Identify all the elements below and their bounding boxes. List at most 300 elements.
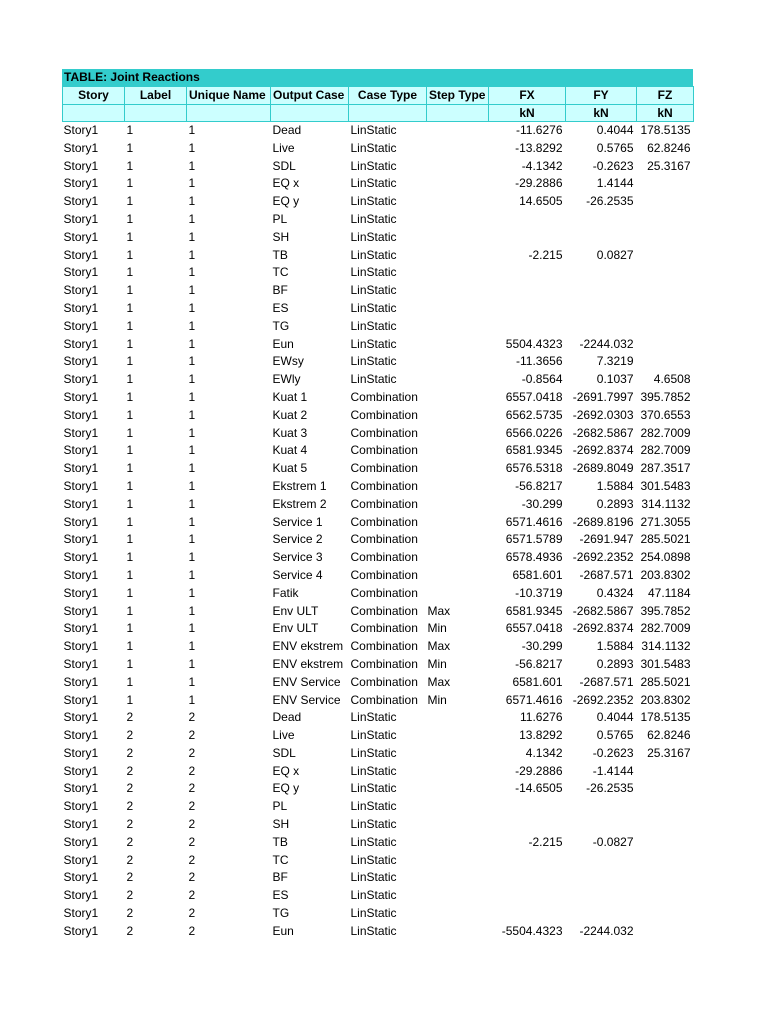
cell-output-case[interactable]: Env ULT (272, 621, 319, 636)
cell-output-case[interactable]: Kuat 3 (272, 425, 308, 440)
cell-fy[interactable]: 0.2893 (596, 496, 634, 511)
cell-step-type[interactable] (427, 727, 489, 745)
table-row[interactable] (63, 425, 694, 443)
cell-story[interactable]: Story1 (63, 318, 99, 333)
cell-fy[interactable] (566, 229, 637, 247)
cell-output-case[interactable]: Kuat 4 (272, 443, 308, 458)
cell-unique-name[interactable]: 1 (188, 621, 196, 636)
cell-fx[interactable]: 14.6505 (519, 194, 563, 209)
cell-step-type[interactable] (427, 816, 489, 834)
table-row[interactable] (63, 549, 694, 567)
cell-fx[interactable] (489, 264, 566, 282)
table-row[interactable] (63, 638, 694, 656)
cell-fx[interactable]: 5504.4323 (505, 336, 563, 351)
cell-fy[interactable]: -2692.0303 (572, 407, 634, 422)
cell-output-case[interactable]: EWsy (272, 354, 304, 369)
cell-story[interactable]: Story1 (63, 389, 99, 404)
cell-fz[interactable]: 395.7852 (640, 389, 691, 404)
cell-story[interactable]: Story1 (63, 745, 99, 760)
cell-case-type[interactable]: LinStatic (350, 781, 397, 796)
cell-label[interactable]: 2 (126, 710, 134, 725)
cell-unique-name[interactable]: 1 (188, 692, 196, 707)
cell-fy[interactable] (566, 869, 637, 887)
cell-step-type[interactable] (427, 425, 489, 443)
cell-label[interactable]: 1 (126, 461, 134, 476)
cell-fx[interactable]: -56.8217 (515, 478, 563, 493)
cell-fz[interactable]: 25.3167 (647, 745, 691, 760)
table-row[interactable] (63, 442, 694, 460)
cell-story[interactable]: Story1 (63, 407, 99, 422)
cell-unique-name[interactable]: 1 (188, 229, 196, 244)
cell-fx[interactable] (489, 798, 566, 816)
cell-story[interactable]: Story1 (63, 799, 99, 814)
cell-output-case[interactable]: EQ y (272, 194, 300, 209)
cell-case-type[interactable]: Combination (350, 443, 418, 458)
cell-fx[interactable] (489, 282, 566, 300)
cell-fx[interactable]: 6581.601 (512, 567, 563, 582)
cell-fz[interactable] (637, 264, 694, 282)
cell-case-type[interactable]: LinStatic (350, 745, 397, 760)
cell-output-case[interactable]: EQ x (272, 176, 300, 191)
cell-fz[interactable] (637, 887, 694, 905)
cell-fy[interactable]: 0.0827 (596, 247, 634, 262)
cell-fx[interactable]: -29.2886 (515, 763, 563, 778)
cell-label[interactable]: 1 (126, 372, 134, 387)
table-row[interactable] (63, 122, 694, 140)
cell-fz[interactable] (637, 798, 694, 816)
cell-fx[interactable]: 6571.4616 (505, 692, 563, 707)
table-row[interactable] (63, 905, 694, 923)
cell-step-type[interactable] (427, 389, 489, 407)
cell-output-case[interactable]: Live (272, 140, 295, 155)
cell-story[interactable]: Story1 (63, 461, 99, 476)
cell-fy[interactable]: -26.2535 (586, 781, 634, 796)
cell-unique-name[interactable]: 1 (188, 585, 196, 600)
cell-label[interactable]: 1 (126, 123, 134, 137)
cell-output-case[interactable]: ENV ekstrem (272, 639, 344, 654)
cell-step-type[interactable] (427, 229, 489, 247)
cell-story[interactable]: Story1 (63, 496, 99, 511)
cell-fz[interactable]: 282.7009 (640, 443, 691, 458)
cell-case-type[interactable]: LinStatic (350, 763, 397, 778)
cell-case-type[interactable]: LinStatic (350, 123, 397, 137)
cell-fx[interactable]: 11.6276 (520, 710, 563, 725)
cell-output-case[interactable]: ENV Service (272, 692, 341, 707)
cell-case-type[interactable]: Combination (350, 639, 418, 654)
cell-output-case[interactable]: Service 4 (272, 567, 323, 582)
cell-fx[interactable]: 6557.0418 (505, 621, 563, 636)
table-row[interactable] (63, 656, 694, 674)
table-row[interactable] (63, 496, 694, 514)
cell-step-type[interactable]: Max (427, 674, 451, 689)
cell-case-type[interactable]: LinStatic (350, 336, 397, 351)
cell-fx[interactable]: 6581.601 (512, 674, 563, 689)
table-row[interactable] (63, 585, 694, 603)
cell-unique-name[interactable]: 1 (188, 336, 196, 351)
cell-fy[interactable]: -0.2623 (592, 745, 634, 760)
table-row[interactable] (63, 193, 694, 211)
cell-fx[interactable]: 6576.5318 (505, 461, 563, 476)
table-row[interactable] (63, 531, 694, 549)
cell-story[interactable]: Story1 (63, 550, 99, 565)
cell-story[interactable]: Story1 (63, 692, 99, 707)
table-row[interactable] (63, 371, 694, 389)
cell-label[interactable]: 2 (126, 763, 134, 778)
cell-fy[interactable] (566, 300, 637, 318)
cell-unique-name[interactable]: 1 (188, 158, 196, 173)
cell-fy[interactable] (566, 798, 637, 816)
cell-story[interactable]: Story1 (63, 176, 99, 191)
table-row[interactable] (63, 460, 694, 478)
cell-step-type[interactable] (427, 282, 489, 300)
table-row[interactable] (63, 620, 694, 638)
cell-fx[interactable] (489, 852, 566, 870)
cell-fz[interactable]: 203.8302 (640, 692, 691, 707)
cell-fz[interactable] (637, 282, 694, 300)
cell-step-type[interactable] (427, 585, 489, 603)
cell-step-type[interactable] (427, 300, 489, 318)
cell-fz[interactable]: 285.5021 (640, 674, 691, 689)
cell-step-type[interactable]: Min (427, 621, 447, 636)
cell-step-type[interactable] (427, 158, 489, 176)
cell-fz[interactable] (637, 211, 694, 229)
cell-story[interactable]: Story1 (63, 656, 99, 671)
cell-case-type[interactable]: LinStatic (350, 229, 397, 244)
cell-fz[interactable]: 4.6508 (653, 372, 691, 387)
cell-fz[interactable]: 47.1184 (648, 585, 691, 600)
cell-unique-name[interactable]: 1 (188, 389, 196, 404)
cell-step-type[interactable] (427, 869, 489, 887)
cell-case-type[interactable]: LinStatic (350, 140, 397, 155)
cell-fy[interactable]: 0.4324 (596, 585, 634, 600)
cell-output-case[interactable]: ENV ekstrem (272, 656, 344, 671)
cell-label[interactable]: 1 (126, 194, 134, 209)
cell-output-case[interactable]: ENV Service (272, 674, 341, 689)
cell-fy[interactable]: 1.4144 (596, 176, 634, 191)
cell-fz[interactable] (637, 834, 694, 852)
cell-case-type[interactable]: LinStatic (350, 817, 397, 832)
table-row[interactable] (63, 745, 694, 763)
cell-step-type[interactable] (427, 496, 489, 514)
table-row[interactable] (63, 158, 694, 176)
cell-fx[interactable] (489, 318, 566, 336)
cell-unique-name[interactable]: 1 (188, 283, 196, 298)
cell-step-type[interactable] (427, 549, 489, 567)
cell-output-case[interactable]: Service 3 (272, 550, 323, 565)
cell-fz[interactable]: 301.5483 (640, 656, 691, 671)
cell-fz[interactable] (637, 869, 694, 887)
column-header[interactable]: FY (566, 87, 637, 105)
cell-fz[interactable]: 62.8246 (647, 728, 691, 743)
table-row[interactable] (63, 763, 694, 781)
cell-unique-name[interactable]: 1 (188, 407, 196, 422)
cell-unique-name[interactable]: 1 (188, 425, 196, 440)
cell-fx[interactable] (489, 211, 566, 229)
cell-output-case[interactable]: BF (272, 870, 288, 885)
cell-unique-name[interactable]: 1 (188, 639, 196, 654)
cell-step-type[interactable] (427, 264, 489, 282)
table-row[interactable] (63, 229, 694, 247)
cell-fx[interactable]: -0.8564 (521, 372, 563, 387)
cell-fy[interactable]: 0.5765 (596, 728, 634, 743)
cell-case-type[interactable]: Combination (350, 514, 418, 529)
cell-case-type[interactable]: LinStatic (350, 710, 397, 725)
cell-story[interactable]: Story1 (63, 372, 99, 387)
cell-unique-name[interactable]: 1 (188, 478, 196, 493)
cell-label[interactable]: 2 (126, 781, 134, 796)
cell-story[interactable]: Story1 (63, 443, 99, 458)
table-row[interactable] (63, 798, 694, 816)
cell-unique-name[interactable]: 1 (188, 211, 196, 226)
cell-fz[interactable]: 314.1132 (641, 639, 691, 654)
cell-unique-name[interactable]: 1 (188, 496, 196, 511)
cell-fz[interactable]: 178.5135 (640, 123, 691, 137)
cell-case-type[interactable]: LinStatic (350, 211, 397, 226)
table-row[interactable] (63, 336, 694, 354)
cell-fx[interactable]: 6557.0418 (505, 389, 563, 404)
cell-unique-name[interactable]: 1 (188, 443, 196, 458)
cell-unique-name[interactable]: 2 (188, 763, 196, 778)
cell-case-type[interactable]: Combination (350, 692, 418, 707)
cell-fx[interactable]: -56.8217 (515, 656, 563, 671)
cell-label[interactable]: 1 (126, 567, 134, 582)
column-header[interactable]: Case Type (349, 87, 427, 105)
cell-case-type[interactable]: LinStatic (350, 888, 397, 903)
cell-step-type[interactable] (427, 122, 489, 140)
cell-step-type[interactable]: Max (427, 603, 451, 618)
cell-output-case[interactable]: Eun (272, 923, 294, 938)
table-row[interactable] (63, 567, 694, 585)
cell-label[interactable]: 1 (126, 247, 134, 262)
cell-output-case[interactable]: Ekstrem 2 (272, 496, 327, 511)
cell-fy[interactable]: 0.4044 (596, 710, 634, 725)
cell-step-type[interactable] (427, 353, 489, 371)
cell-fz[interactable]: 25.3167 (647, 158, 691, 173)
cell-unique-name[interactable]: 1 (188, 550, 196, 565)
table-row[interactable] (63, 692, 694, 710)
cell-step-type[interactable] (427, 887, 489, 905)
cell-step-type[interactable] (427, 211, 489, 229)
cell-case-type[interactable]: LinStatic (350, 372, 397, 387)
cell-unique-name[interactable]: 1 (188, 140, 196, 155)
cell-story[interactable]: Story1 (63, 532, 99, 547)
cell-fy[interactable]: 7.3219 (596, 354, 634, 369)
cell-story[interactable]: Story1 (63, 781, 99, 796)
cell-fx[interactable] (489, 905, 566, 923)
cell-fz[interactable]: 287.3517 (640, 461, 691, 476)
cell-fz[interactable]: 203.8302 (640, 567, 691, 582)
cell-fy[interactable]: -26.2535 (586, 194, 634, 209)
table-row[interactable] (63, 514, 694, 532)
cell-label[interactable]: 2 (126, 906, 134, 921)
cell-fx[interactable]: -14.6505 (515, 781, 563, 796)
cell-case-type[interactable]: LinStatic (350, 247, 397, 262)
cell-fz[interactable]: 254.0898 (640, 550, 691, 565)
table-row[interactable] (63, 211, 694, 229)
cell-output-case[interactable]: Eun (272, 336, 294, 351)
cell-fy[interactable] (566, 211, 637, 229)
cell-fy[interactable]: -2687.571 (579, 567, 634, 582)
cell-case-type[interactable]: Combination (350, 389, 418, 404)
cell-step-type[interactable]: Min (427, 692, 447, 707)
cell-case-type[interactable]: Combination (350, 461, 418, 476)
cell-output-case[interactable]: Dead (272, 123, 302, 137)
cell-fz[interactable]: 62.8246 (647, 140, 691, 155)
cell-case-type[interactable]: LinStatic (350, 354, 397, 369)
cell-unique-name[interactable]: 2 (188, 728, 196, 743)
cell-story[interactable]: Story1 (63, 888, 99, 903)
cell-fy[interactable]: -2682.5867 (572, 425, 634, 440)
cell-unique-name[interactable]: 2 (188, 852, 196, 867)
cell-fy[interactable] (566, 264, 637, 282)
cell-fz[interactable] (637, 852, 694, 870)
cell-label[interactable]: 2 (126, 799, 134, 814)
cell-case-type[interactable]: LinStatic (350, 318, 397, 333)
table-row[interactable] (63, 264, 694, 282)
cell-output-case[interactable]: PL (272, 211, 288, 226)
cell-story[interactable]: Story1 (63, 158, 99, 173)
cell-story[interactable]: Story1 (63, 514, 99, 529)
cell-unique-name[interactable]: 1 (188, 176, 196, 191)
cell-fx[interactable]: -13.8292 (515, 140, 563, 155)
cell-fx[interactable]: -2.215 (528, 247, 563, 262)
cell-output-case[interactable]: TG (272, 906, 290, 921)
cell-unique-name[interactable]: 1 (188, 318, 196, 333)
cell-unique-name[interactable]: 2 (188, 834, 196, 849)
cell-output-case[interactable]: SH (272, 229, 290, 244)
cell-unique-name[interactable]: 1 (188, 247, 196, 262)
cell-case-type[interactable]: Combination (350, 621, 418, 636)
cell-fz[interactable] (637, 193, 694, 211)
cell-label[interactable]: 2 (126, 817, 134, 832)
cell-output-case[interactable]: TB (272, 247, 288, 262)
cell-output-case[interactable]: TC (272, 265, 289, 280)
table-row[interactable] (63, 353, 694, 371)
cell-output-case[interactable]: Ekstrem 1 (272, 478, 327, 493)
cell-step-type[interactable] (427, 318, 489, 336)
cell-case-type[interactable]: Combination (350, 656, 418, 671)
cell-unique-name[interactable]: 1 (188, 300, 196, 315)
cell-story[interactable]: Story1 (63, 728, 99, 743)
cell-case-type[interactable]: LinStatic (350, 834, 397, 849)
cell-step-type[interactable] (427, 460, 489, 478)
column-header[interactable]: Label (125, 87, 187, 105)
cell-output-case[interactable]: PL (272, 799, 288, 814)
cell-step-type[interactable]: Min (427, 656, 447, 671)
cell-case-type[interactable]: LinStatic (350, 176, 397, 191)
cell-fx[interactable]: 6566.0226 (505, 425, 563, 440)
cell-case-type[interactable]: LinStatic (350, 283, 397, 298)
cell-label[interactable]: 1 (126, 425, 134, 440)
cell-fy[interactable]: -2691.7997 (572, 389, 634, 404)
cell-label[interactable]: 1 (126, 354, 134, 369)
cell-fx[interactable]: -29.2886 (515, 176, 563, 191)
cell-step-type[interactable] (427, 336, 489, 354)
cell-fy[interactable] (566, 852, 637, 870)
cell-fy[interactable]: -2689.8196 (572, 514, 634, 529)
cell-fz[interactable]: 301.5483 (640, 478, 691, 493)
cell-label[interactable]: 1 (126, 692, 134, 707)
cell-story[interactable]: Story1 (63, 354, 99, 369)
cell-story[interactable]: Story1 (63, 567, 99, 582)
cell-case-type[interactable]: LinStatic (350, 300, 397, 315)
cell-fx[interactable] (489, 816, 566, 834)
cell-fz[interactable]: 370.6553 (640, 407, 691, 422)
cell-fx[interactable] (489, 869, 566, 887)
cell-fz[interactable] (637, 247, 694, 265)
cell-fx[interactable]: -30.299 (521, 496, 563, 511)
cell-case-type[interactable]: LinStatic (350, 906, 397, 921)
cell-story[interactable]: Story1 (63, 603, 99, 618)
cell-label[interactable]: 1 (126, 603, 134, 618)
cell-case-type[interactable]: LinStatic (350, 194, 397, 209)
table-row[interactable] (63, 318, 694, 336)
table-row[interactable] (63, 300, 694, 318)
column-header[interactable]: Unique Name (187, 87, 271, 105)
cell-label[interactable]: 2 (126, 888, 134, 903)
cell-step-type[interactable] (427, 763, 489, 781)
table-row[interactable] (63, 407, 694, 425)
cell-step-type[interactable] (427, 514, 489, 532)
cell-output-case[interactable]: Service 2 (272, 532, 323, 547)
table-row[interactable] (63, 674, 694, 692)
cell-story[interactable]: Story1 (63, 425, 99, 440)
table-row[interactable] (63, 869, 694, 887)
cell-fx[interactable]: -2.215 (528, 834, 563, 849)
cell-label[interactable]: 2 (126, 728, 134, 743)
cell-label[interactable]: 2 (126, 834, 134, 849)
cell-label[interactable]: 1 (126, 176, 134, 191)
cell-step-type[interactable] (427, 780, 489, 798)
cell-fz[interactable] (637, 763, 694, 781)
cell-step-type[interactable] (427, 567, 489, 585)
cell-output-case[interactable]: ES (272, 888, 289, 903)
cell-fz[interactable] (637, 336, 694, 354)
cell-unique-name[interactable]: 1 (188, 461, 196, 476)
cell-case-type[interactable]: Combination (350, 550, 418, 565)
cell-story[interactable]: Story1 (63, 478, 99, 493)
cell-fy[interactable]: -2692.8374 (572, 443, 634, 458)
cell-fx[interactable]: -11.6276 (516, 123, 563, 137)
cell-label[interactable]: 1 (126, 211, 134, 226)
cell-case-type[interactable]: LinStatic (350, 799, 397, 814)
cell-label[interactable]: 1 (126, 656, 134, 671)
cell-case-type[interactable]: Combination (350, 585, 418, 600)
cell-story[interactable]: Story1 (63, 247, 99, 262)
cell-unique-name[interactable]: 1 (188, 532, 196, 547)
cell-fx[interactable]: 6581.9345 (505, 603, 563, 618)
cell-fy[interactable]: -2691.947 (579, 532, 634, 547)
cell-fz[interactable] (637, 816, 694, 834)
cell-unique-name[interactable]: 2 (188, 781, 196, 796)
table-row[interactable] (63, 780, 694, 798)
column-header[interactable]: Output Case (271, 87, 349, 105)
table-row[interactable] (63, 389, 694, 407)
cell-story[interactable]: Story1 (63, 300, 99, 315)
cell-case-type[interactable]: LinStatic (350, 923, 397, 938)
table-row[interactable] (63, 816, 694, 834)
cell-fx[interactable] (489, 300, 566, 318)
cell-output-case[interactable]: EWly (272, 372, 301, 387)
cell-output-case[interactable]: TG (272, 318, 290, 333)
cell-fy[interactable]: 0.1037 (596, 372, 634, 387)
cell-story[interactable]: Story1 (63, 870, 99, 885)
table-row[interactable] (63, 887, 694, 905)
cell-story[interactable]: Story1 (63, 140, 99, 155)
cell-story[interactable]: Story1 (63, 639, 99, 654)
cell-story[interactable]: Story1 (63, 852, 99, 867)
cell-story[interactable]: Story1 (63, 585, 99, 600)
